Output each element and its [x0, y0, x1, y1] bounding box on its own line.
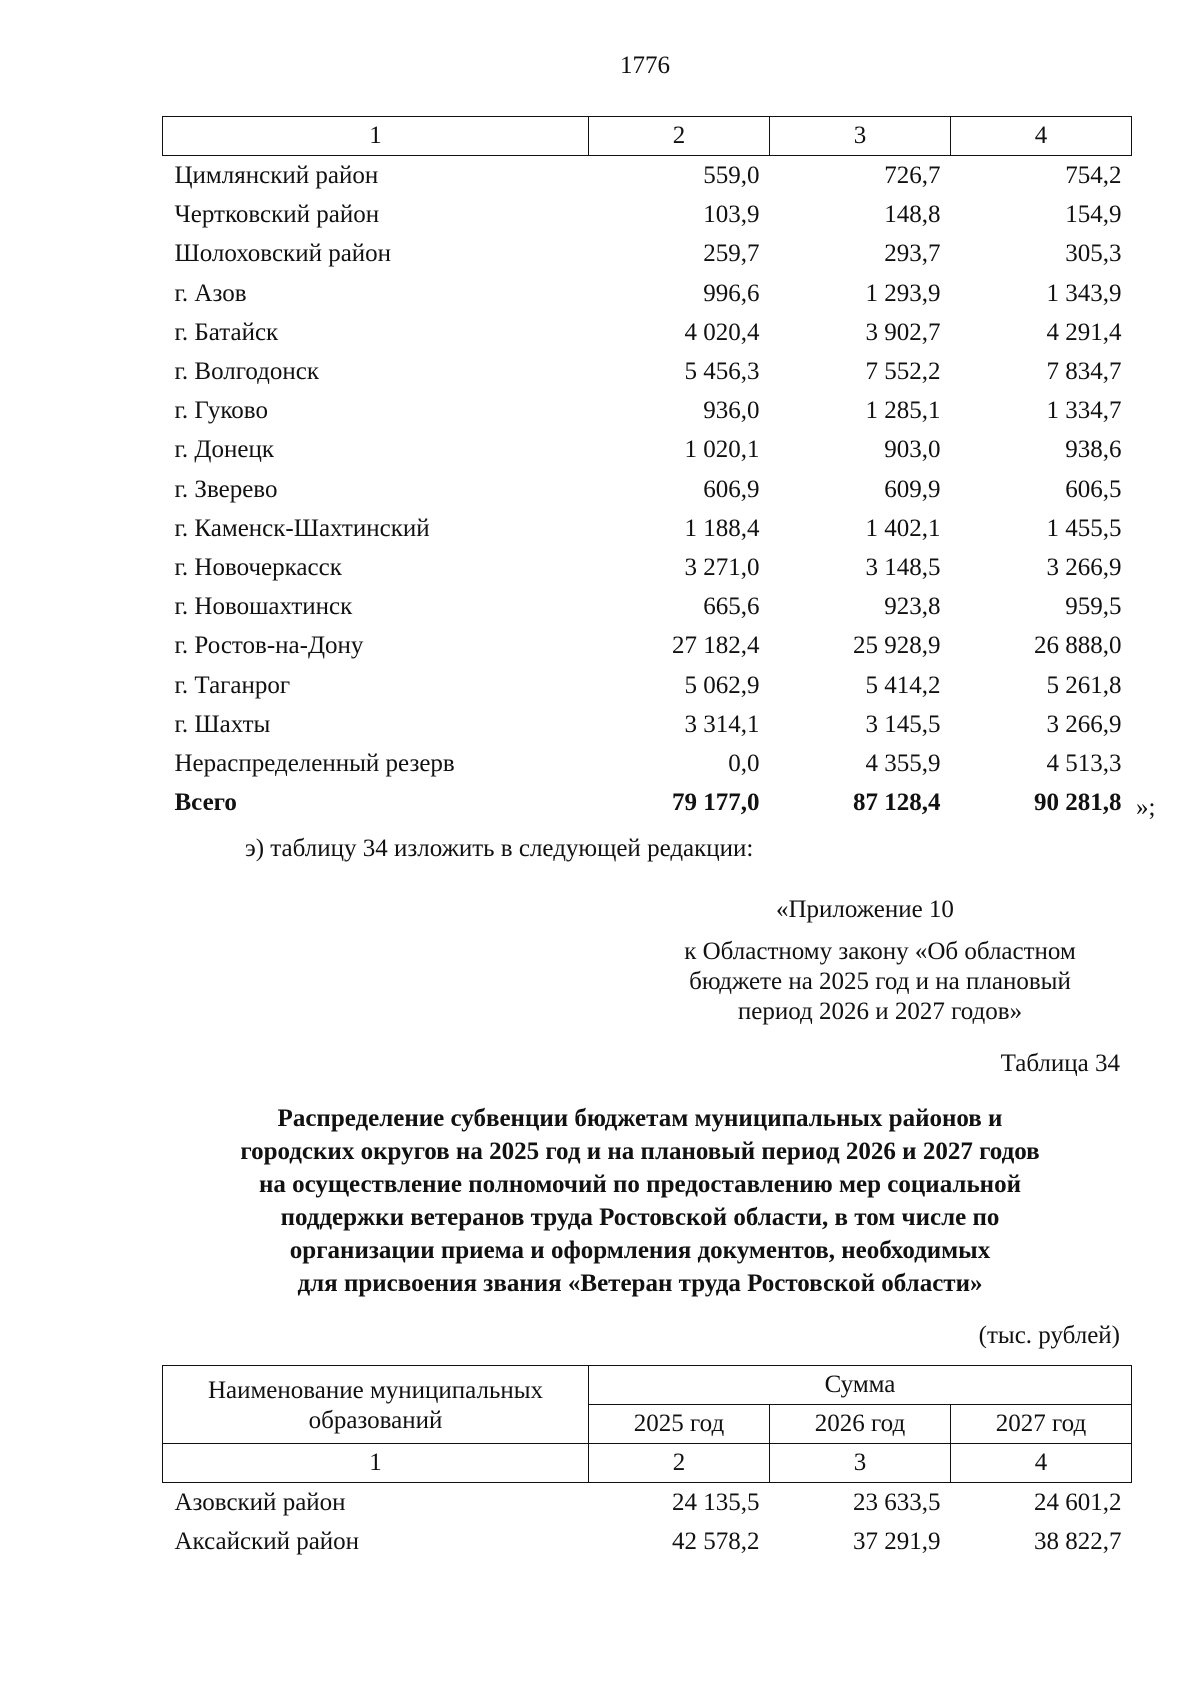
table-row — [163, 313, 1132, 352]
amount-cell: 754,2 — [1065, 162, 1122, 189]
municipality-name: г. Ростов-на-Дону — [174, 632, 364, 660]
amount-cell: 27 182,4 — [672, 632, 760, 660]
amount-cell: 38 822,7 — [1034, 1528, 1122, 1556]
table-row — [163, 626, 1132, 665]
amount-cell: 3 266,9 — [1046, 554, 1122, 582]
appendix-subtitle — [650, 937, 1110, 1027]
year-header: 2027 год — [951, 1405, 1132, 1444]
amount-cell: 79 177,0 — [672, 789, 760, 817]
municipality-name: г. Батайск — [174, 318, 279, 346]
table-title-line: для присвоения звания «Ветеран труда Ростовской области» — [297, 1270, 983, 1297]
table-row — [163, 234, 1132, 273]
amount-cell: 5 456,3 — [684, 358, 760, 386]
appendix-subtitle-line: бюджете на 2025 год и на плановый — [689, 968, 1071, 995]
name-column-header: Наименование муниципальных образований — [163, 1366, 589, 1444]
amount-cell: 1 285,1 — [865, 397, 941, 425]
municipality-name: г. Донецк — [174, 436, 274, 464]
amount-cell: 148,8 — [884, 201, 941, 229]
appendix-title: «Приложение 10 — [776, 896, 954, 923]
table-row — [163, 391, 1132, 430]
municipality-name: г. Волгодонск — [174, 358, 320, 386]
amount-cell: 996,6 — [703, 279, 760, 307]
table-row — [163, 352, 1132, 391]
table-title-line: организации приема и оформления документов, необходимых — [289, 1237, 991, 1264]
amount-cell: 726,7 — [884, 162, 941, 189]
municipality-name: Чертковский район — [174, 201, 380, 229]
column-number: 2 — [589, 1444, 770, 1483]
table-title-line: городских округов на 2025 год и на плановый период 2026 и 2027 годов — [240, 1138, 1040, 1165]
table-row — [163, 744, 1132, 783]
table-34-body — [163, 1483, 1132, 1562]
municipality-name: г. Азов — [174, 279, 247, 307]
table-row — [163, 509, 1132, 548]
table-34 — [162, 1365, 1132, 1561]
table-title-line: поддержки ветеранов труда Ростовской области, в том числе по — [280, 1204, 1000, 1231]
table-row — [163, 1483, 1132, 1523]
amount-cell: 87 128,4 — [853, 789, 941, 817]
amount-cell: 90 281,8 — [1034, 789, 1122, 817]
column-number: 2 — [589, 117, 770, 156]
amount-cell: 154,9 — [1065, 201, 1122, 229]
column-number: 3 — [770, 1444, 951, 1483]
table-title-line: на осуществление полномочий по предоставлению мер социальной — [259, 1171, 1021, 1198]
municipality-name: Всего — [174, 789, 237, 817]
continuation-table — [162, 116, 1132, 822]
amount-cell: 1 455,5 — [1046, 514, 1122, 542]
amount-cell: 42 578,2 — [672, 1528, 760, 1556]
table-title-line: Распределение субвенции бюджетам муниципальных районов и — [277, 1105, 1003, 1132]
amount-cell: 259,7 — [703, 240, 760, 268]
amount-cell: 4 355,9 — [865, 750, 941, 778]
amount-cell: 5 062,9 — [684, 671, 760, 699]
amount-cell: 23 633,5 — [853, 1489, 941, 1516]
amount-cell: 305,3 — [1065, 240, 1122, 268]
sum-column-header: Сумма — [589, 1366, 1132, 1405]
amount-cell: 936,0 — [703, 397, 760, 425]
amount-cell: 606,9 — [703, 475, 760, 503]
table-row — [163, 470, 1132, 509]
amount-cell: 3 148,5 — [865, 554, 941, 582]
amount-cell: 1 293,9 — [865, 279, 941, 307]
municipality-name: г. Новошахтинск — [174, 593, 353, 621]
municipality-name: Аксайский район — [174, 1528, 360, 1556]
column-number: 1 — [163, 1444, 589, 1483]
municipality-name: г. Зверево — [174, 475, 278, 503]
amount-cell: 1 020,1 — [684, 436, 760, 464]
municipality-name: г. Гуково — [174, 397, 268, 425]
amount-cell: 903,0 — [884, 436, 941, 464]
total-row — [163, 783, 1132, 822]
amount-cell: 609,9 — [884, 475, 941, 503]
amount-cell: 3 314,1 — [684, 710, 760, 738]
amount-cell: 7 834,7 — [1046, 358, 1122, 386]
page-number: 1776 — [620, 52, 670, 79]
appendix-subtitle-line: период 2026 и 2027 годов» — [737, 998, 1023, 1025]
amount-cell: 1 343,9 — [1046, 279, 1122, 307]
table-row — [163, 548, 1132, 587]
column-number: 4 — [951, 117, 1132, 156]
amount-cell: 7 552,2 — [865, 358, 941, 386]
column-number: 3 — [770, 117, 951, 156]
municipality-name: г. Новочеркасск — [174, 554, 342, 582]
amount-cell: 4 291,4 — [1046, 318, 1122, 346]
continuation-table-body — [163, 156, 1132, 823]
municipality-name: г. Каменск-Шахтинский — [174, 514, 430, 542]
table-row — [163, 156, 1132, 196]
year-header: 2026 год — [770, 1405, 951, 1444]
amount-cell: 25 928,9 — [853, 632, 941, 660]
municipality-name: г. Таганрог — [174, 671, 291, 699]
amount-cell: 5 261,8 — [1046, 671, 1122, 699]
table-row — [163, 274, 1132, 313]
municipality-name: Шолоховский район — [174, 240, 392, 268]
amount-cell: 3 271,0 — [684, 554, 760, 582]
units-label: (тыс. рублей) — [978, 1322, 1120, 1349]
table-title — [160, 1102, 1120, 1300]
quote-close-marker: »; — [1136, 794, 1156, 821]
municipality-name: Нераспределенный резерв — [174, 750, 455, 778]
amount-cell: 665,6 — [703, 593, 760, 621]
amount-cell: 4 513,3 — [1046, 750, 1122, 778]
table-row — [163, 430, 1132, 469]
amount-cell: 3 266,9 — [1046, 710, 1122, 738]
table-row — [163, 587, 1132, 626]
column-number-row — [163, 117, 1132, 156]
amount-cell: 1 188,4 — [684, 514, 760, 542]
amount-cell: 3 145,5 — [865, 710, 941, 738]
municipality-name: Цимлянский район — [174, 162, 379, 189]
municipality-name: Азовский район — [174, 1489, 346, 1516]
amount-cell: 24 601,2 — [1034, 1489, 1122, 1516]
column-number: 1 — [163, 117, 589, 156]
amount-cell: 1 334,7 — [1046, 397, 1122, 425]
table-row — [163, 666, 1132, 705]
column-number: 4 — [951, 1444, 1132, 1483]
amount-cell: 923,8 — [884, 593, 941, 621]
amount-cell: 37 291,9 — [853, 1528, 941, 1556]
amount-cell: 0,0 — [728, 750, 760, 778]
table-row — [163, 1522, 1132, 1561]
table-row — [163, 195, 1132, 234]
amount-cell: 24 135,5 — [672, 1489, 760, 1516]
amount-cell: 3 902,7 — [865, 318, 941, 346]
amount-cell: 293,7 — [884, 240, 941, 268]
amount-cell: 1 402,1 — [865, 514, 941, 542]
table-label: Таблица 34 — [1000, 1050, 1120, 1077]
amount-cell: 103,9 — [703, 201, 760, 229]
amendment-instruction: э) таблицу 34 изложить в следующей редакции: — [245, 835, 754, 862]
amount-cell: 5 414,2 — [865, 671, 941, 699]
table-row — [163, 705, 1132, 744]
amount-cell: 4 020,4 — [684, 318, 760, 346]
amount-cell: 26 888,0 — [1034, 632, 1122, 660]
municipality-name: г. Шахты — [174, 710, 271, 738]
amount-cell: 606,5 — [1065, 475, 1122, 503]
amount-cell: 559,0 — [703, 162, 760, 189]
amount-cell: 959,5 — [1065, 593, 1122, 621]
appendix-subtitle-line: к Областному закону «Об областном — [684, 938, 1076, 965]
amount-cell: 938,6 — [1065, 436, 1122, 464]
column-number-row — [163, 1444, 1132, 1483]
year-header: 2025 год — [589, 1405, 770, 1444]
